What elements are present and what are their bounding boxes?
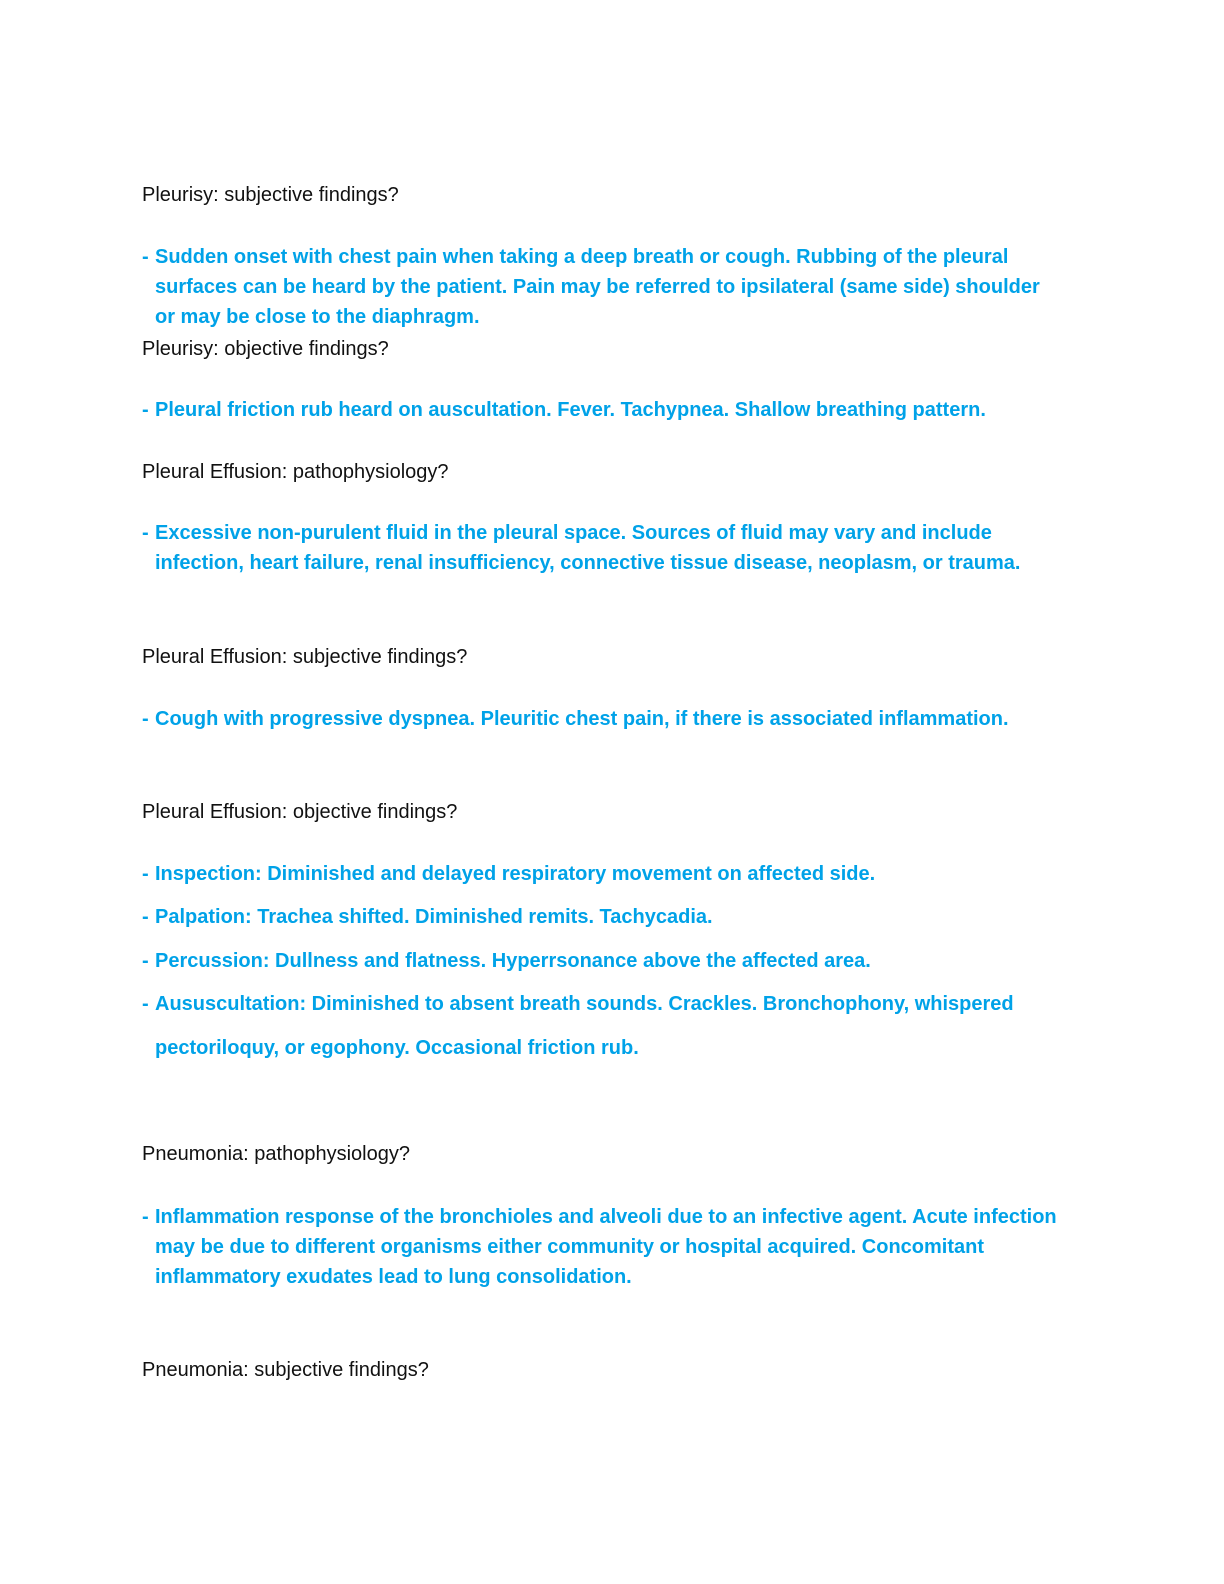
answer-pleurisy-subjective: [142, 242, 1062, 332]
answer-text: Palpation: Trachea shifted. Diminished remits. Tachycadia.: [155, 906, 713, 928]
question-pleurisy-objective: Pleurisy: objective findings?: [142, 338, 389, 360]
bullet-dash: -: [142, 993, 149, 1015]
question-effusion-subjective: Pleural Effusion: subjective findings?: [142, 646, 468, 668]
answer-text: Cough with progressive dyspnea. Pleuritic chest pain, if there is associated inflammation.: [155, 708, 1009, 730]
answer-text: Pleural friction rub heard on auscultation. Fever. Tachypnea. Shallow breathing pattern.: [155, 399, 986, 421]
question-pleurisy-subjective: Pleurisy: subjective findings?: [142, 184, 399, 206]
answer-text: Aususcultation: Diminished to absent breath sounds. Crackles. Bronchophony, whispered pectoriloquy, or egophony. Occasional friction rub.: [155, 993, 1014, 1059]
bullet-dash: -: [142, 950, 149, 972]
bullet-dash: -: [142, 1206, 149, 1228]
answer-text: Percussion: Dullness and flatness. Hyperrsonance above the affected area.: [155, 950, 871, 972]
answer-pneumonia-pathophysiology: [142, 1202, 1062, 1292]
answer-text: Sudden onset with chest pain when taking a deep breath or cough. Rubbing of the pleural surfaces can be heard by the patient. Pain may be referred to ipsilateral (same side) shoulder or may be close to the diaphragm.: [155, 246, 1040, 328]
answer-pleurisy-objective: [142, 395, 1062, 425]
answer-effusion-pathophysiology: [142, 518, 1062, 578]
answer-text: Inflammation response of the bronchioles and alveoli due to an infective agent. Acute infection may be due to different organisms either community or hospital acquired. Concomitant inflammatory exudates lead to lung consolidation.: [155, 1206, 1057, 1288]
answer-text: Excessive non-purulent fluid in the pleural space. Sources of fluid may vary and include infection, heart failure, renal insufficiency, connective tissue disease, neoplasm, or trauma.: [155, 522, 1021, 574]
bullet-dash: -: [142, 863, 149, 885]
question-effusion-pathophysiology: Pleural Effusion: pathophysiology?: [142, 461, 449, 483]
answer-effusion-percussion: [142, 946, 1062, 976]
bullet-dash: -: [142, 399, 149, 421]
question-pneumonia-subjective: Pneumonia: subjective findings?: [142, 1359, 429, 1381]
bullet-dash: -: [142, 522, 149, 544]
question-pneumonia-pathophysiology: Pneumonia: pathophysiology?: [142, 1143, 410, 1165]
answer-text: Inspection: Diminished and delayed respiratory movement on affected side.: [155, 863, 876, 885]
answer-effusion-inspection: [142, 859, 1062, 889]
answer-effusion-auscultation: [142, 982, 1062, 1070]
question-effusion-objective: Pleural Effusion: objective findings?: [142, 801, 458, 823]
answer-effusion-subjective: [142, 704, 1062, 734]
answer-effusion-palpation: [142, 902, 1062, 932]
bullet-dash: -: [142, 906, 149, 928]
bullet-dash: -: [142, 708, 149, 730]
bullet-dash: -: [142, 246, 149, 268]
